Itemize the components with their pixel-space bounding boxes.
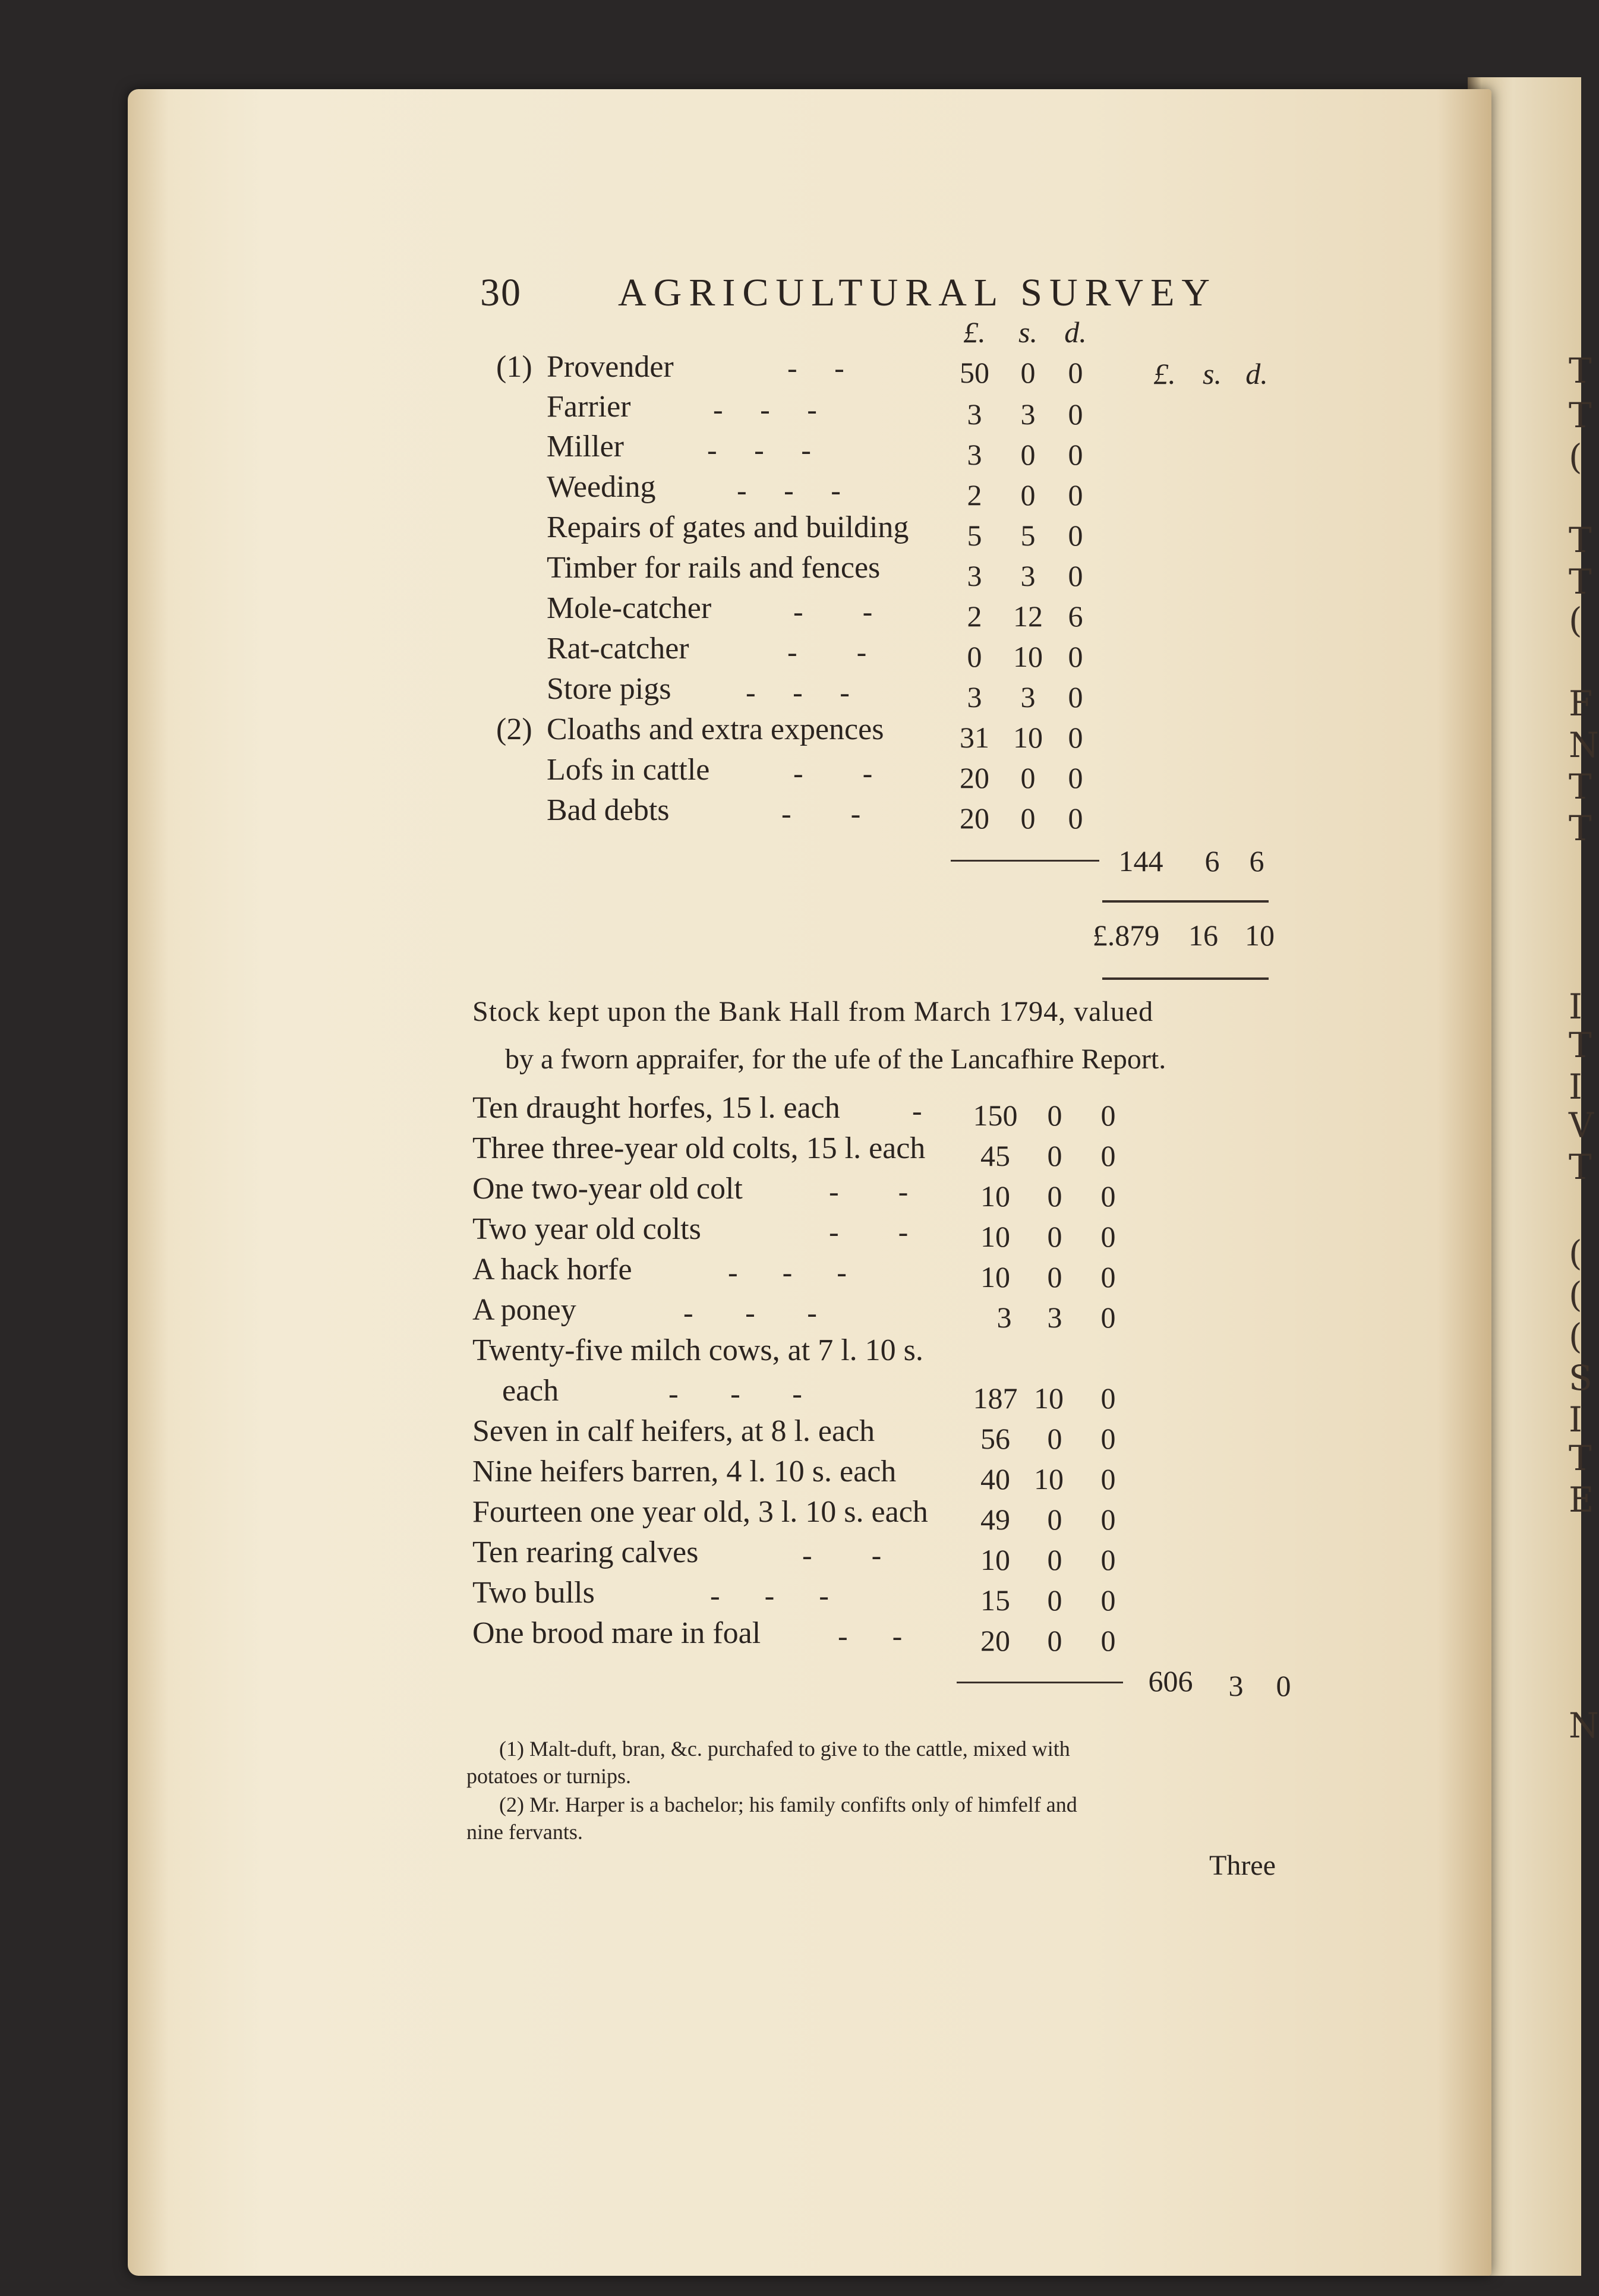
edge-letter: S bbox=[1569, 1358, 1592, 1398]
stock-shillings: 0 bbox=[1047, 1099, 1062, 1132]
amount-pence: 0 bbox=[1068, 398, 1083, 431]
leader-dashes: - - - bbox=[713, 393, 817, 426]
edge-letter: V bbox=[1569, 1105, 1594, 1146]
stock-pounds: 45 bbox=[980, 1139, 1010, 1172]
expense-label: Mole-catcher bbox=[547, 591, 712, 625]
amount-pence: 0 bbox=[1068, 438, 1083, 471]
leader-dashes: - bbox=[912, 1094, 922, 1127]
edge-letter: T bbox=[1569, 562, 1592, 602]
amount-pence: 0 bbox=[1068, 640, 1083, 673]
stock-total-pounds: 606 bbox=[1148, 1664, 1193, 1698]
stock-shillings: 10 bbox=[1034, 1382, 1064, 1415]
stock-shillings: 10 bbox=[1034, 1462, 1064, 1496]
stock-pounds: 3 bbox=[996, 1301, 1012, 1334]
amount-shillings: 3 bbox=[1020, 559, 1036, 592]
stock-shillings: 0 bbox=[1047, 1139, 1062, 1172]
leader-dashes: - - bbox=[793, 595, 873, 628]
amount-pence: 0 bbox=[1068, 559, 1083, 592]
edge-letter: ( bbox=[1569, 600, 1582, 641]
amount-shillings: 0 bbox=[1020, 356, 1036, 389]
amount-pounds: 0 bbox=[967, 640, 982, 673]
footnote-1-line2: potatoes or turnips. bbox=[466, 1764, 631, 1788]
amount-pounds: 50 bbox=[960, 356, 989, 389]
leader-dashes: - - - bbox=[728, 1256, 847, 1289]
stock-pence: 0 bbox=[1100, 1584, 1116, 1617]
stock-pence: 0 bbox=[1100, 1462, 1116, 1496]
amount-pounds: 2 bbox=[967, 478, 982, 512]
stock-pence: 0 bbox=[1100, 1422, 1116, 1455]
edge-letter: T bbox=[1569, 1147, 1592, 1187]
total-col-header-pounds: £. bbox=[1153, 357, 1176, 390]
stock-shillings: 3 bbox=[1047, 1301, 1062, 1334]
expense-label: Rat-catcher bbox=[547, 632, 689, 666]
stock-pence: 0 bbox=[1100, 1139, 1116, 1172]
stock-shillings: 0 bbox=[1047, 1220, 1062, 1253]
amount-shillings: 10 bbox=[1013, 640, 1043, 673]
amount-pence: 0 bbox=[1068, 761, 1083, 794]
expense-label: Weeding bbox=[547, 470, 656, 504]
edge-letter: I bbox=[1569, 986, 1582, 1027]
edge-letter: T bbox=[1569, 520, 1592, 560]
stock-pence: 0 bbox=[1100, 1179, 1116, 1213]
page-number: 30 bbox=[480, 271, 522, 314]
amount-shillings: 3 bbox=[1020, 398, 1036, 431]
amount-shillings: 3 bbox=[1020, 680, 1036, 714]
stock-pounds: 15 bbox=[980, 1584, 1010, 1617]
stock-shillings: 0 bbox=[1047, 1260, 1062, 1294]
subtotal-shillings: 6 bbox=[1204, 844, 1220, 878]
leader-dashes: - - bbox=[781, 797, 861, 830]
stock-pounds: 10 bbox=[980, 1220, 1010, 1253]
sum-rule bbox=[951, 860, 1099, 862]
amount-pence: 0 bbox=[1068, 680, 1083, 714]
stock-label: Ten draught horfes, 15 l. each bbox=[472, 1091, 840, 1125]
edge-letter: N bbox=[1569, 1705, 1599, 1746]
edge-letter: I bbox=[1569, 1067, 1582, 1107]
amount-pence: 0 bbox=[1068, 356, 1083, 389]
stock-pounds: 10 bbox=[980, 1543, 1010, 1576]
leader-dashes: - - bbox=[829, 1215, 909, 1248]
footnote-2-line2: nine fervants. bbox=[466, 1820, 583, 1844]
leader-dashes: - - - bbox=[710, 1579, 829, 1612]
stock-pounds: 56 bbox=[980, 1422, 1010, 1455]
amount-pounds: 31 bbox=[960, 721, 989, 754]
stock-pence: 0 bbox=[1100, 1624, 1116, 1657]
stock-pounds: 40 bbox=[980, 1462, 1010, 1496]
leader-dashes: - - - bbox=[746, 676, 850, 709]
edge-letter: ( bbox=[1569, 1233, 1582, 1273]
edge-letter: T bbox=[1569, 767, 1592, 807]
leader-dashes: - - bbox=[793, 756, 873, 790]
amount-pence: 0 bbox=[1068, 519, 1083, 552]
subtotal-pounds: 144 bbox=[1118, 844, 1163, 878]
leader-dashes: - - - bbox=[683, 1296, 817, 1329]
expense-label: Repairs of gates and building bbox=[547, 510, 909, 544]
amount-pence: 0 bbox=[1068, 721, 1083, 754]
edge-letter: T bbox=[1569, 1438, 1592, 1478]
stock-total-shillings: 3 bbox=[1228, 1669, 1244, 1702]
stock-label: Ten rearing calves bbox=[472, 1535, 699, 1569]
stock-label: Fourteen one year old, 3 l. 10 s. each bbox=[472, 1495, 928, 1529]
amount-shillings: 0 bbox=[1020, 802, 1036, 835]
stock-label: One brood mare in foal bbox=[472, 1616, 761, 1650]
total-rule-top bbox=[1102, 900, 1269, 903]
grand-total-pence: 10 bbox=[1245, 919, 1275, 952]
stock-label: One two-year old colt bbox=[472, 1172, 743, 1206]
stock-total-pence: 0 bbox=[1276, 1669, 1291, 1702]
expense-label: Lofs in cattle bbox=[547, 753, 710, 787]
edge-letter: ( bbox=[1569, 1316, 1582, 1357]
stock-pence: 0 bbox=[1100, 1220, 1116, 1253]
leader-dashes: - - bbox=[802, 1538, 882, 1572]
stock-pounds: 20 bbox=[980, 1624, 1010, 1657]
stock-shillings: 0 bbox=[1047, 1179, 1062, 1213]
col-header-pence: d. bbox=[1064, 316, 1087, 349]
edge-letter: T bbox=[1569, 808, 1592, 849]
expense-label: Store pigs bbox=[547, 672, 671, 706]
leader-dashes: - - - bbox=[668, 1377, 802, 1410]
amount-pounds: 3 bbox=[967, 680, 982, 714]
expense-label: Timber for rails and fences bbox=[547, 551, 881, 585]
amount-shillings: 10 bbox=[1013, 721, 1043, 754]
stock-pence: 0 bbox=[1100, 1543, 1116, 1576]
expense-label: Miller bbox=[547, 430, 624, 463]
stock-label: Two year old colts bbox=[472, 1212, 701, 1246]
row-marker: (2) bbox=[496, 712, 532, 746]
expense-label: Farrier bbox=[547, 390, 631, 424]
total-rule-bottom bbox=[1102, 977, 1269, 980]
subtotal-pence: 6 bbox=[1249, 844, 1264, 878]
amount-pounds: 2 bbox=[967, 600, 982, 633]
leader-dashes: - - bbox=[829, 1175, 909, 1208]
amount-pounds: 3 bbox=[967, 438, 982, 471]
stock-pounds: 49 bbox=[980, 1503, 1010, 1536]
leader-dashes: - - bbox=[787, 351, 844, 384]
amount-shillings: 0 bbox=[1020, 478, 1036, 512]
stock-pence: 0 bbox=[1100, 1503, 1116, 1536]
amount-shillings: 5 bbox=[1020, 519, 1036, 552]
stock-pounds: 187 bbox=[973, 1382, 1018, 1415]
amount-shillings: 0 bbox=[1020, 438, 1036, 471]
total-col-header-pence: d. bbox=[1245, 357, 1268, 390]
footnote-2-line1: (2) Mr. Harper is a bachelor; his family confifts only of himfelf and bbox=[499, 1793, 1077, 1816]
amount-pounds: 20 bbox=[960, 761, 989, 794]
edge-letter: T bbox=[1569, 395, 1592, 436]
stock-label: Two bulls bbox=[472, 1576, 595, 1610]
stock-shillings: 0 bbox=[1047, 1503, 1062, 1536]
page-title: AGRICULTURAL SURVEY bbox=[618, 271, 1218, 314]
stock-intro-line1: Stock kept upon the Bank Hall from March 1794, valued bbox=[472, 996, 1154, 1027]
stock-pounds: 150 bbox=[973, 1099, 1018, 1132]
expense-label: Provender bbox=[547, 350, 674, 384]
total-col-header-shillings: s. bbox=[1203, 357, 1222, 390]
amount-pence: 0 bbox=[1068, 802, 1083, 835]
row-marker: (1) bbox=[496, 350, 532, 384]
edge-letter: ( bbox=[1569, 1275, 1582, 1315]
stock-label: A hack horfe bbox=[472, 1253, 632, 1286]
stock-pence: 0 bbox=[1100, 1301, 1116, 1334]
stock-shillings: 0 bbox=[1047, 1584, 1062, 1617]
leader-dashes: - - - bbox=[737, 474, 841, 507]
amount-pounds: 3 bbox=[967, 559, 982, 592]
stock-shillings: 0 bbox=[1047, 1624, 1062, 1657]
stock-shillings: 0 bbox=[1047, 1543, 1062, 1576]
edge-letter: T bbox=[1569, 1025, 1592, 1065]
col-header-pounds: £. bbox=[963, 316, 986, 349]
stock-shillings: 0 bbox=[1047, 1422, 1062, 1455]
leader-dashes: - - bbox=[838, 1619, 903, 1652]
stock-label: A poney bbox=[472, 1293, 576, 1327]
amount-pounds: 5 bbox=[967, 519, 982, 552]
expense-label: Bad debts bbox=[547, 793, 670, 827]
amount-shillings: 12 bbox=[1013, 600, 1043, 633]
amount-pounds: 20 bbox=[960, 802, 989, 835]
edge-letter: E bbox=[1569, 1480, 1594, 1520]
leader-dashes: - - bbox=[787, 635, 867, 668]
edge-letter: F bbox=[1569, 683, 1593, 724]
stock-label: Three three-year old colts, 15 l. each bbox=[472, 1131, 926, 1165]
stock-pence: 0 bbox=[1100, 1382, 1116, 1415]
amount-pence: 0 bbox=[1068, 478, 1083, 512]
leader-dashes: - - - bbox=[707, 433, 811, 466]
grand-total-shillings: 16 bbox=[1188, 919, 1218, 952]
stock-pounds: 10 bbox=[980, 1260, 1010, 1294]
edge-letter: T bbox=[1569, 351, 1592, 391]
stock-label: Nine heifers barren, 4 l. 10 s. each bbox=[472, 1455, 897, 1488]
stock-pence: 0 bbox=[1100, 1260, 1116, 1294]
catchword: Three bbox=[1209, 1850, 1276, 1881]
stock-label: each bbox=[502, 1374, 559, 1408]
amount-pounds: 3 bbox=[967, 398, 982, 431]
stock-pence: 0 bbox=[1100, 1099, 1116, 1132]
stock-label: Seven in calf heifers, at 8 l. each bbox=[472, 1414, 875, 1448]
edge-letter: N bbox=[1569, 725, 1599, 765]
stock-intro-line2: by a fworn appraifer, for the ufe of the Lancafhire Report. bbox=[505, 1043, 1166, 1075]
grand-total-pounds: £.879 bbox=[1092, 919, 1160, 952]
stock-sum-rule bbox=[957, 1682, 1123, 1683]
edge-letter: ( bbox=[1569, 437, 1582, 477]
expense-label: Cloaths and extra expences bbox=[547, 712, 884, 746]
edge-letter: I bbox=[1569, 1399, 1582, 1440]
footnote-1-line1: (1) Malt-duft, bran, &c. purchafed to give to the cattle, mixed with bbox=[499, 1737, 1070, 1761]
col-header-shillings: s. bbox=[1018, 316, 1037, 349]
stock-label: Twenty-five milch cows, at 7 l. 10 s. bbox=[472, 1333, 923, 1367]
stock-pounds: 10 bbox=[980, 1179, 1010, 1213]
amount-pence: 6 bbox=[1068, 600, 1083, 633]
amount-shillings: 0 bbox=[1020, 761, 1036, 794]
